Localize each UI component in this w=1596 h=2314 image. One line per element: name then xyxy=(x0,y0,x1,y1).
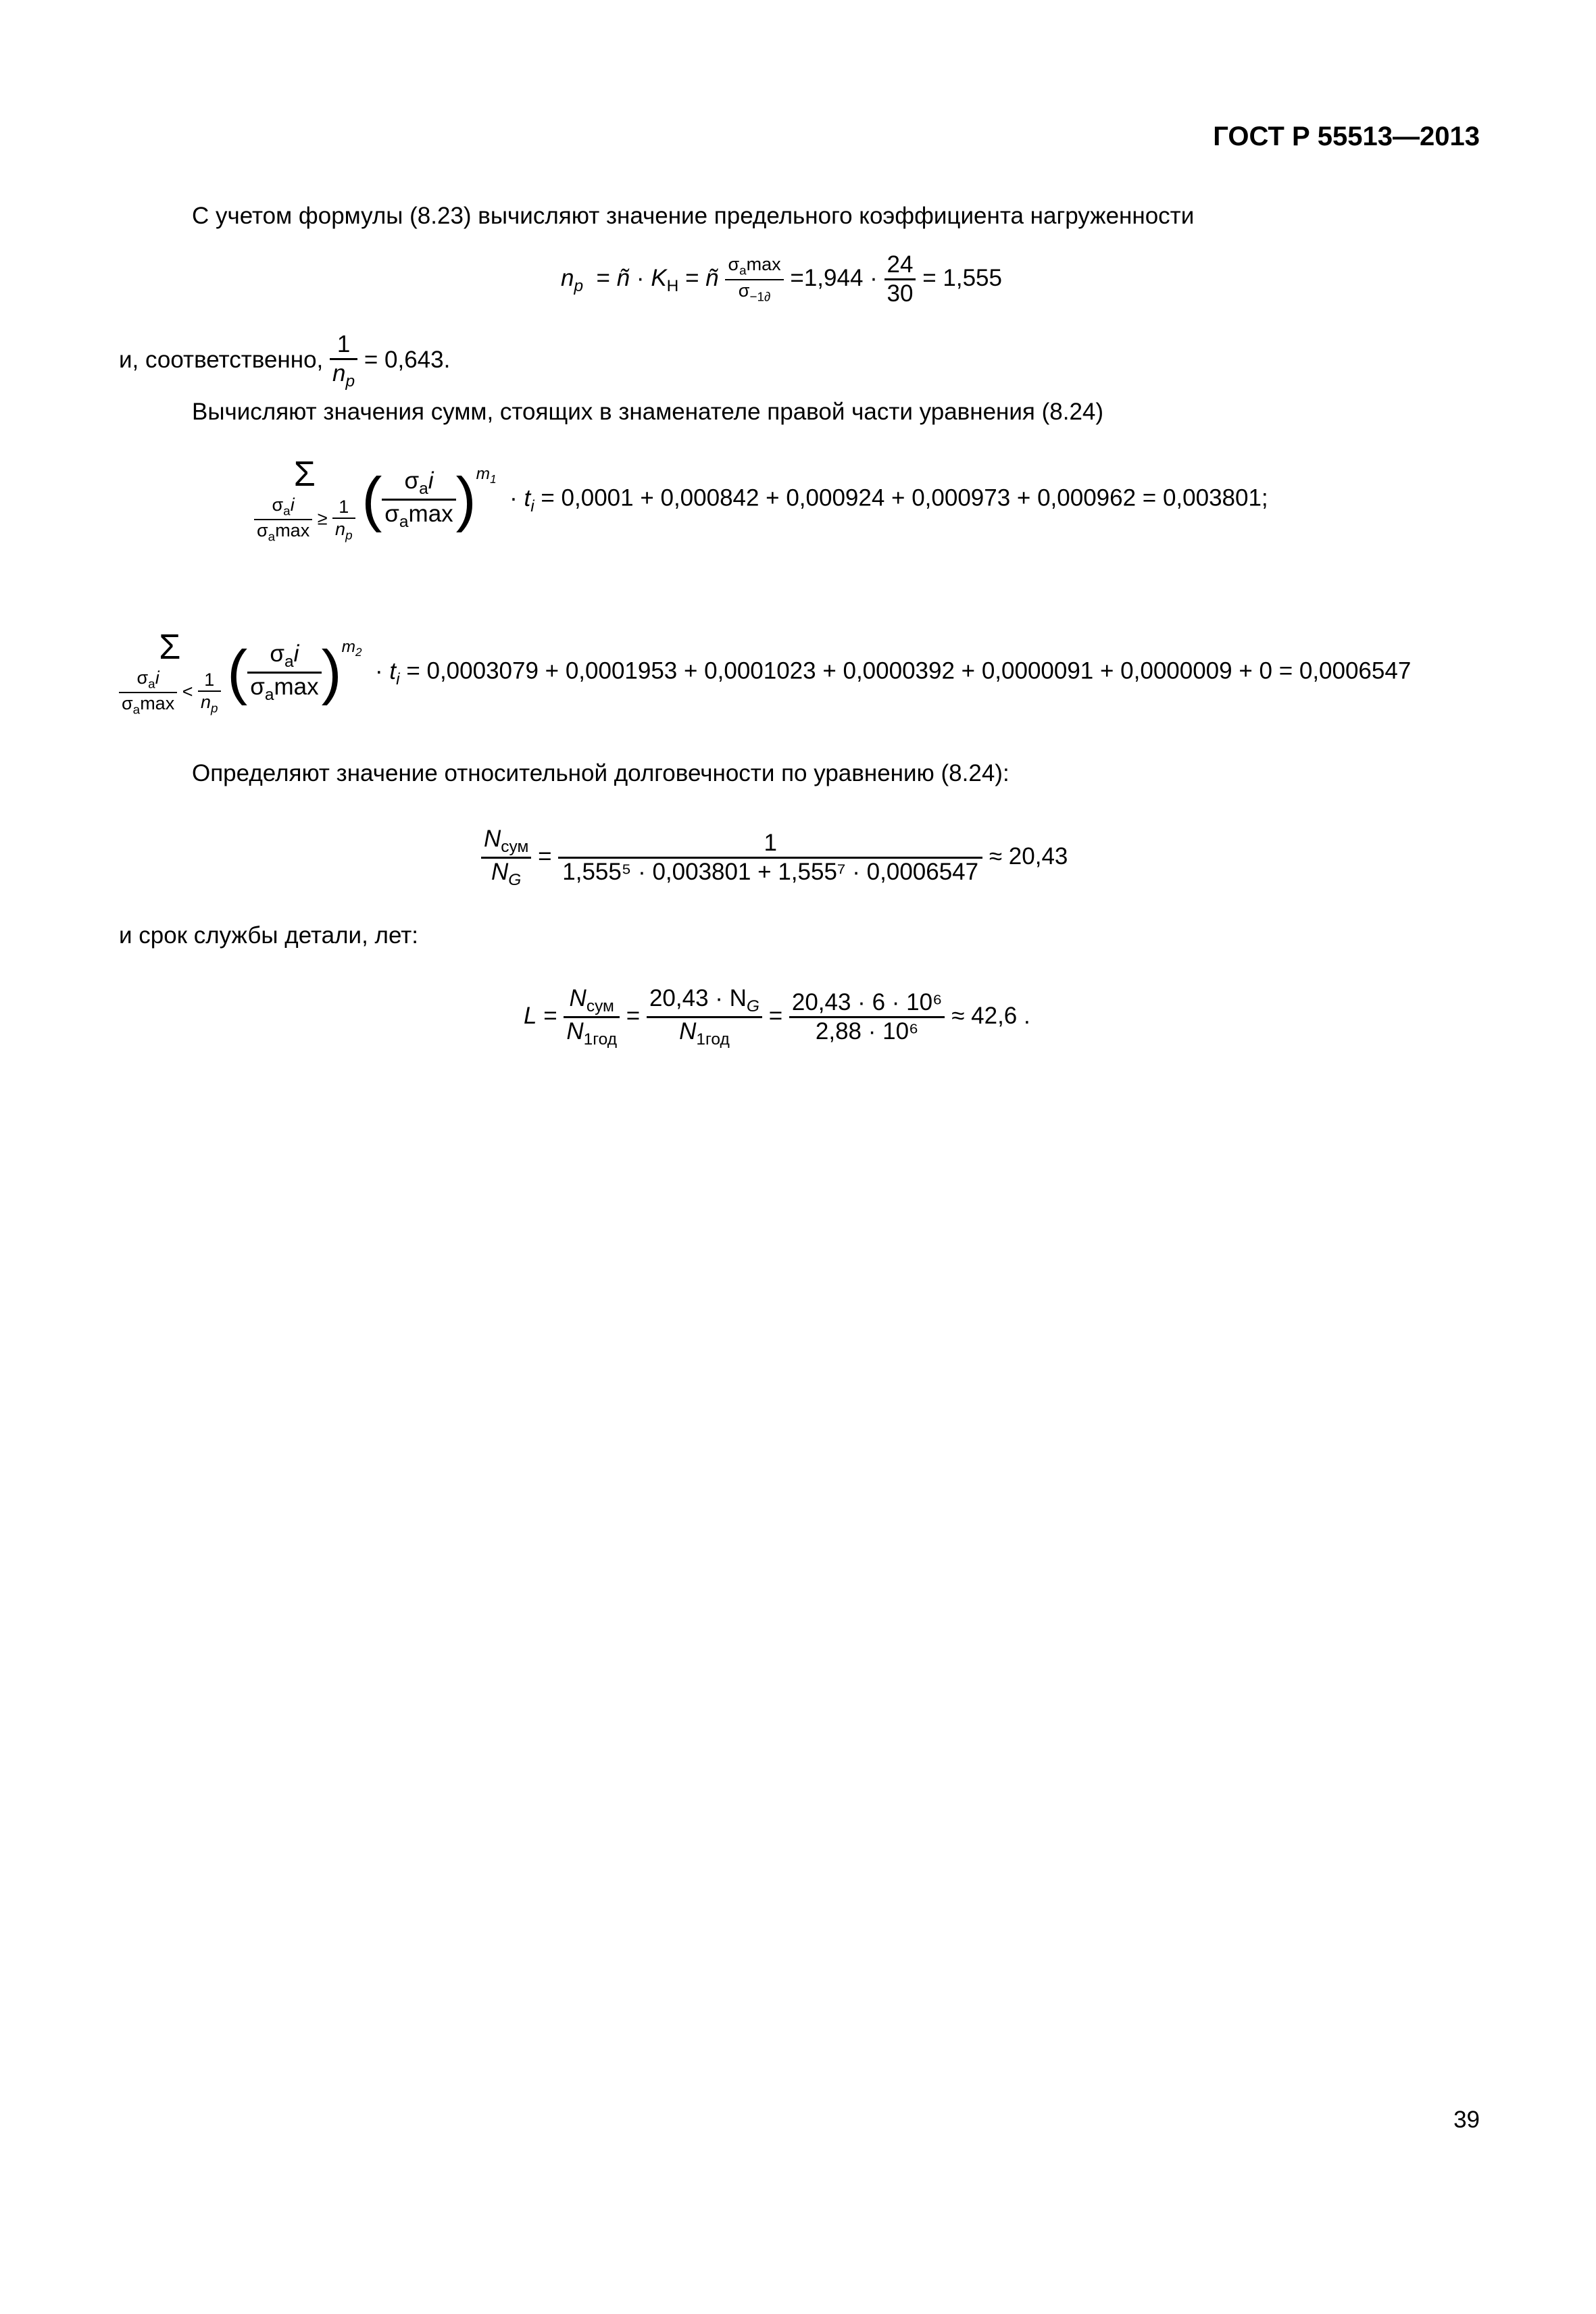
paragraph-limit-coefficient: С учетом формулы (8.23) вычисляют значение предельного коэффициента нагруженности xyxy=(192,203,1195,229)
np-fraction: $\frac{24}{30}$ xyxy=(884,251,916,307)
life-right-fraction: $\frac{\text{20,43 · 6 · 10⁶}}{\text{2,88 · 10⁶}}$ xyxy=(789,989,945,1045)
life-result: ≈ 42,6 . xyxy=(951,1002,1030,1029)
np-final: = 1,555 xyxy=(922,264,1002,291)
sum1-sigma-block: Σ $\frac{\sigma_ai}{\sigma_a\max}$ ≥ $\frac{1}{n_p}$ xyxy=(254,454,355,545)
inverse-np-fraction: $\frac{1}{n_p}$ xyxy=(330,331,357,391)
paragraph-service-life: и срок службы детали, лет: xyxy=(119,922,419,949)
paragraph-sums: Вычисляют значения сумм, стоящих в знаменателе правой части уравнения (8.24) xyxy=(192,399,1104,425)
sum2-sigma-block: Σ $\frac{\sigma_ai}{\sigma_a\max}$ < $\frac{1}{n_p}$ xyxy=(119,627,221,718)
formula-durability: $\frac{N_{сум}}{N_G}$ = $\frac{1}{\text{1,555⁵ · 0,003801 + 1,555⁷ · 0,0006547}}$ ≈ 20,43 xyxy=(481,826,1068,890)
sum2-sigma-ratio: $\frac{\sigma_ai}{\sigma_a\max}$ xyxy=(247,640,321,705)
document-header: ГОСТ Р 55513—2013 xyxy=(1213,122,1480,151)
durability-result: ≈ 20,43 xyxy=(989,842,1068,870)
np-result: =1,944 · xyxy=(790,264,878,291)
paragraph-inverse-np: и, соответственно, $\frac{1}{n_p}$ = 0,643. xyxy=(119,331,451,391)
formula-np: $n_p$ = ñ · $K_Н$ = ñ $\frac{\sigma_a\max}{\sigma_{-1\partial}}$ =1,944 · $\frac{24}{30}$ = 1,555 xyxy=(561,251,1002,307)
formula-sum-m1: Σ $\frac{\sigma_ai}{\sigma_a\max}$ ≥ $\frac{1}{n_p}$ ( $\frac{\sigma_ai}{\sigma_a\max}$ )$^{m_1} \cdot t_i = 0,0001 + 0,000842 + 0,000924 + 0,000973 + 0,000962 = 0,003801$; xyxy=(254,454,1268,545)
sum2-result: = 0,0003079 + 0,0001953 + 0,0001023 + 0,0000392 + 0,0000091 + 0,0000009 + 0 = 0,0006547 xyxy=(406,657,1412,684)
durability-fraction: $\frac{1}{\text{1,555⁵ · 0,003801 + 1,555⁷ · 0,0006547}}$ xyxy=(558,830,982,886)
sum1-result: = 0,0001 + 0,000842 + 0,000924 + 0,000973 + 0,000962 = 0,003801; xyxy=(541,484,1268,511)
formula-sum-m2: Σ $\frac{\sigma_ai}{\sigma_a\max}$ < $\frac{1}{n_p}$ ( $\frac{\sigma_ai}{\sigma_a\max}$ )$^{m_2} \cdot t_i = 0,0003079 + 0,0001953 + 0,0001023 + 0,0000392 + 0,0000091 + 0,0000009 + 0 = 0,0006547$ xyxy=(119,627,1411,718)
durability-ratio: $\frac{N_{сум}}{N_G}$ xyxy=(481,826,531,890)
sigma-ratio-fraction: $\frac{\sigma_a\max}{\sigma_{-1\partial}}$ xyxy=(725,254,783,305)
sum1-sigma-ratio: $\frac{\sigma_ai}{\sigma_a\max}$ xyxy=(382,468,455,532)
formula-service-life: L = $\frac{N_{сум}}{N_{1год}}$ = $\frac{20,43 \cdot N_G}{N_{1год}}$ = $\frac{\text{20,43 · 6 · 10⁶}}{\text{2,88 · 10⁶}}$ ≈ 42,6 . xyxy=(524,985,1030,1049)
life-ratio: $\frac{N_{сум}}{N_{1год}}$ xyxy=(564,985,620,1049)
page-number: 39 xyxy=(1453,2107,1480,2133)
life-mid-fraction: $\frac{20,43 \cdot N_G}{N_{1год}}$ xyxy=(647,985,762,1049)
paragraph-durability: Определяют значение относительной долговечности по уравнению (8.24): xyxy=(192,760,1009,786)
